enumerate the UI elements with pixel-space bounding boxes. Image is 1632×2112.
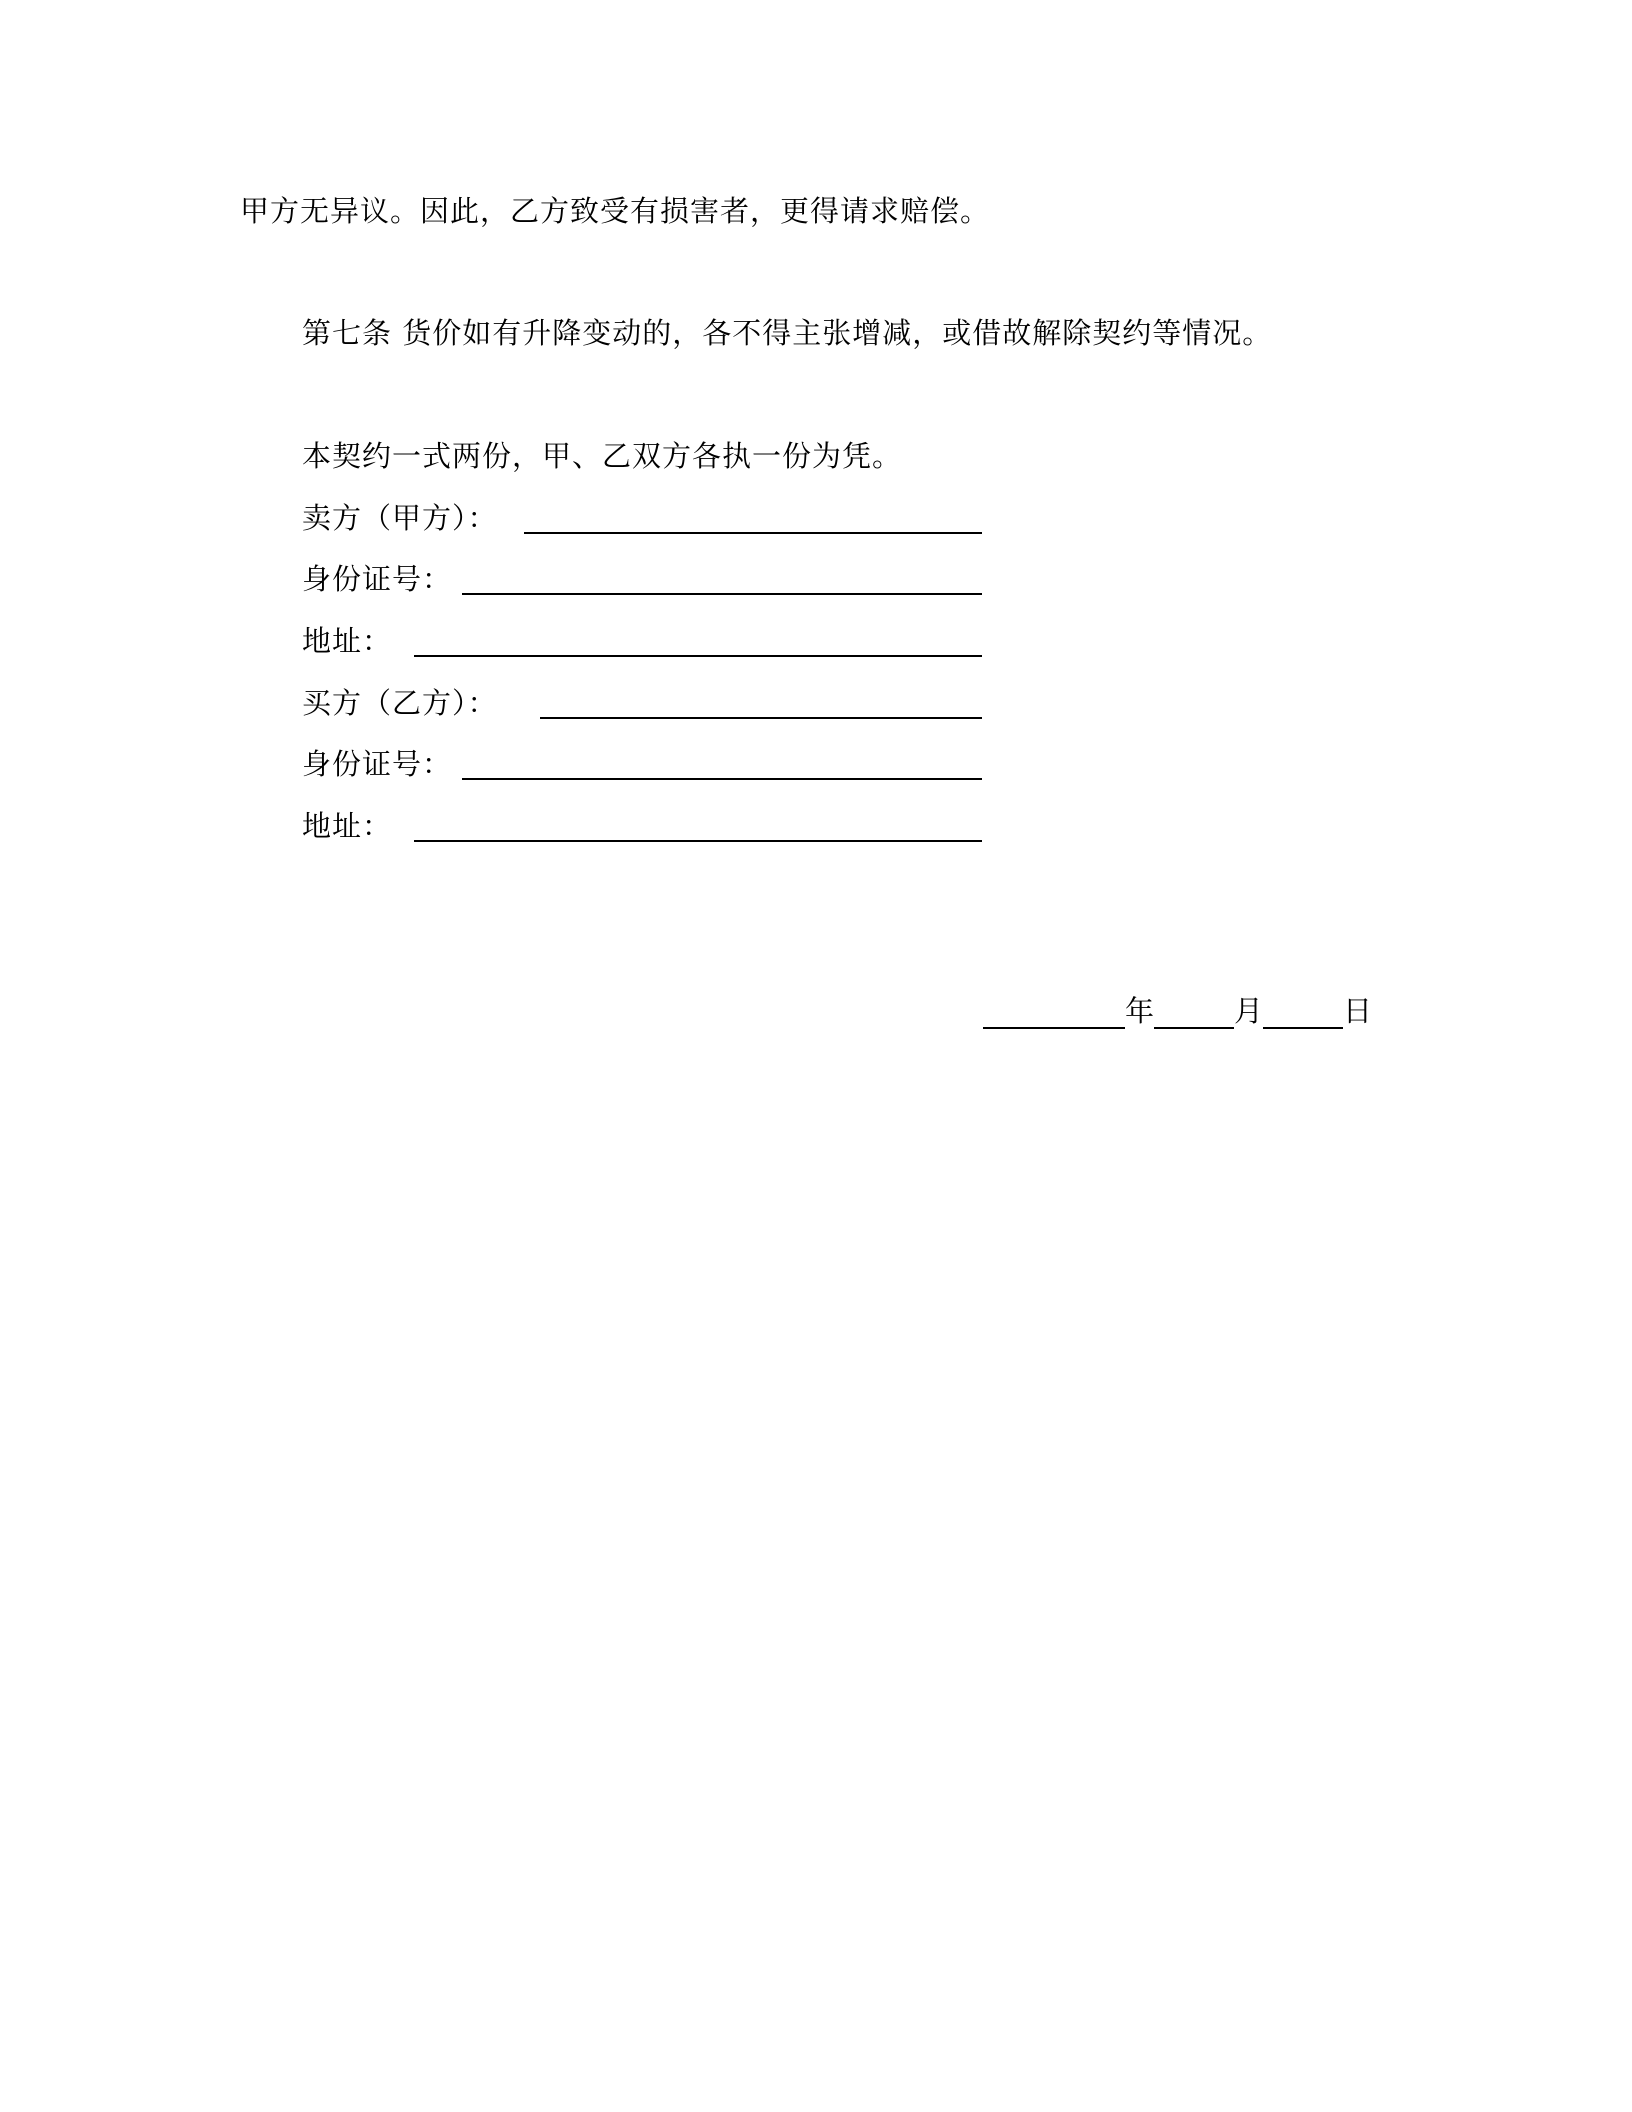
buyer-address-field	[302, 808, 982, 844]
month-blank	[1154, 1001, 1234, 1029]
seller-blank	[524, 532, 982, 534]
article-seven: 第七条 货价如有升降变动的，各不得主张增减，或借故解除契约等情况。	[302, 316, 1273, 350]
day-label: 日	[1343, 994, 1373, 1028]
buyer-blank	[540, 717, 982, 719]
seller-address-blank	[414, 655, 982, 657]
seller-id-label: 身份证号：	[302, 562, 453, 596]
buyer-address-label: 地址：	[302, 809, 393, 843]
buyer-id-field	[302, 746, 982, 782]
day-blank	[1263, 1001, 1343, 1029]
buyer-id-label: 身份证号：	[302, 747, 453, 781]
seller-address-field	[302, 623, 982, 659]
buyer-field	[302, 685, 982, 721]
seller-id-blank	[462, 593, 982, 595]
seller-address-label: 地址：	[302, 624, 393, 658]
year-label: 年	[1125, 994, 1155, 1028]
buyer-address-blank	[414, 840, 982, 842]
month-label: 月	[1234, 994, 1264, 1028]
year-blank	[983, 1001, 1125, 1029]
date-line	[983, 993, 1372, 1029]
seller-field	[302, 500, 982, 536]
seller-label: 卖方（甲方）：	[302, 501, 498, 535]
paragraph-continuation: 甲方无异议。因此，乙方致受有损害者，更得请求赔偿。	[240, 194, 991, 228]
copies-clause: 本契约一式两份，甲、乙双方各执一份为凭。	[302, 439, 903, 473]
buyer-label: 买方（乙方）：	[302, 686, 498, 720]
buyer-id-blank	[462, 778, 982, 780]
seller-id-field	[302, 561, 982, 597]
